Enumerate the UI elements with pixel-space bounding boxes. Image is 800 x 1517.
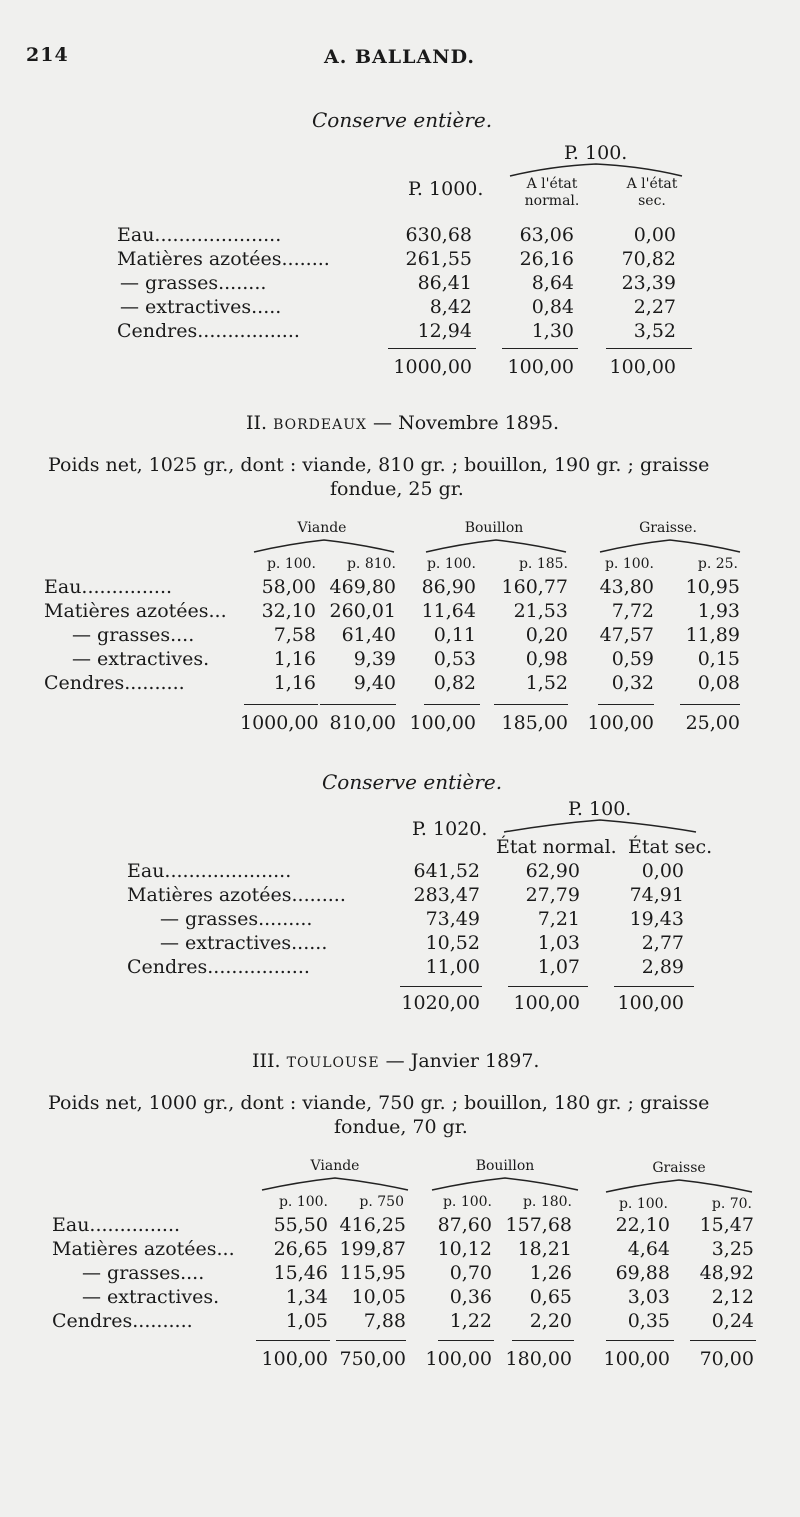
total-rule [424,704,480,705]
row-label: Matières azotées......... [127,884,346,906]
brace-icon [252,538,396,554]
total-rule [512,1340,574,1341]
table-cell: 260,01 [329,600,396,622]
total-rule [438,1340,494,1341]
block3-col-header-3: État sec. [628,836,713,858]
table-cell: 0,24 [711,1310,754,1332]
table-cell: 0,65 [529,1286,572,1308]
table-cell: 115,95 [339,1262,406,1284]
block1-col-header-1: P. 1000. [408,178,484,200]
section2-numeral: II. [246,412,268,434]
block3-title: Conserve entière. [322,770,503,794]
table-cell: 1,93 [697,600,740,622]
table-cell: 4,64 [627,1238,670,1260]
block1-cell: 8,42 [429,296,472,318]
block1-cell: 0,84 [531,296,574,318]
table-cell: 55,50 [273,1214,328,1236]
block1-cell: 1,30 [531,320,574,342]
page-number: 214 [26,44,69,66]
block1-row-label: Matières azotées........ [117,248,330,270]
section2-date: — Novembre 1895. [373,412,560,434]
block3-brace-icon [502,818,698,834]
row-label: Matières azotées... [52,1238,235,1260]
row-label: — extractives. [82,1286,220,1308]
table-cell: 69,88 [615,1262,670,1284]
row-label: Cendres................. [127,956,310,978]
table-total: 100,00 [425,1348,492,1370]
total-rule [400,986,482,987]
block1-row-label: Eau..................... [117,224,282,246]
row-label: Cendres.......... [52,1310,193,1332]
block1-cell: 26,16 [519,248,574,270]
total-rule [256,1340,330,1341]
group-label: Viande [297,520,347,536]
table-cell: 1,16 [273,672,316,694]
table-cell: 0,00 [641,860,684,882]
table-cell: 48,92 [699,1262,754,1284]
table-cell: 11,89 [685,624,740,646]
block1-cell: 12,94 [417,320,472,342]
block1-col-header-3: A l'état sec. [626,176,678,209]
block1-cell: 8,64 [531,272,574,294]
subheader: p. 100. [278,1194,328,1210]
group-label: Viande [310,1158,360,1174]
table-total: 25,00 [685,712,740,734]
table-cell: 74,91 [629,884,684,906]
brace-icon [424,538,568,554]
total-rule [680,704,740,705]
subheader: p. 100. [618,1196,668,1212]
table-cell: 3,25 [711,1238,754,1260]
table-cell: 26,65 [273,1238,328,1260]
table-total: 100,00 [409,712,476,734]
section3-date: — Janvier 1897. [385,1050,540,1072]
row-label: Eau............... [44,576,173,598]
table-cell: 2,20 [529,1310,572,1332]
table-cell: 199,87 [339,1238,406,1260]
section2-heading [246,412,559,434]
table-cell: 1,07 [537,956,580,978]
table-cell: 416,25 [339,1214,406,1236]
table-total: 810,00 [329,712,396,734]
table-cell: 9,39 [353,648,396,670]
table-total: 180,00 [505,1348,572,1370]
subheader: p. 100. [442,1194,492,1210]
section2-intro-line2: fondue, 25 gr. [330,478,464,500]
table-total: 185,00 [501,712,568,734]
table-cell: 10,52 [425,932,480,954]
section2-intro-line1: Poids net, 1025 gr., dont : viande, 810 gr. ; bouillon, 190 gr. ; graisse [48,454,710,476]
row-label: — grasses.... [82,1262,205,1284]
table-cell: 1,03 [537,932,580,954]
table-cell: 62,90 [525,860,580,882]
subheader: p. 185. [518,556,568,572]
table-cell: 47,57 [599,624,654,646]
block1-cell: 3,52 [633,320,676,342]
table-cell: 0,59 [611,648,654,670]
section3-intro-line1: Poids net, 1000 gr., dont : viande, 750 gr. ; bouillon, 180 gr. ; graisse [48,1092,710,1114]
subheader: p. 25. [697,556,738,572]
row-label: Cendres.......... [44,672,185,694]
group-label: Bouillon [464,520,524,536]
section2-city: BORDEAUX [273,417,367,433]
table-cell: 11,64 [421,600,476,622]
block3-col-header-2: État normal. [496,836,617,858]
table-cell: 87,60 [437,1214,492,1236]
total-rule [598,704,654,705]
table-cell: 43,80 [599,576,654,598]
table-cell: 157,68 [505,1214,572,1236]
table-cell: 11,00 [425,956,480,978]
section3-city: TOULOUSE [286,1055,380,1071]
table-total: 100,00 [513,992,580,1014]
table-cell: 0,70 [449,1262,492,1284]
table-cell: 0,36 [449,1286,492,1308]
table-cell: 0,11 [433,624,476,646]
table-cell: 86,90 [421,576,476,598]
subheader: p. 180. [522,1194,572,1210]
section3-numeral: III. [252,1050,281,1072]
block1-row-label: — grasses........ [120,272,267,294]
table-cell: 22,10 [615,1214,670,1236]
row-label: Eau............... [52,1214,181,1236]
total-rule [494,704,568,705]
block3-col-header-1: P. 1020. [412,818,488,840]
total-rule [502,348,578,349]
table-cell: 10,05 [351,1286,406,1308]
table-cell: 3,03 [627,1286,670,1308]
block1-cell: 261,55 [405,248,472,270]
block1-row-label: Cendres................. [117,320,300,342]
group-label: Graisse [652,1160,706,1176]
block1-total: 100,00 [609,356,676,378]
table-cell: 0,35 [627,1310,670,1332]
table-cell: 7,72 [611,600,654,622]
table-total: 100,00 [617,992,684,1014]
block1-title: Conserve entière. [312,108,493,132]
table-cell: 1,26 [529,1262,572,1284]
table-cell: 1,05 [285,1310,328,1332]
subheader: p. 100. [266,556,316,572]
total-rule [320,704,396,705]
row-label: — extractives...... [160,932,328,954]
total-rule [606,348,692,349]
group-label: Bouillon [475,1158,535,1174]
block1-total: 100,00 [507,356,574,378]
subheader: p. 100. [426,556,476,572]
block1-cell: 630,68 [405,224,472,246]
table-cell: 27,79 [525,884,580,906]
block1-cell: 70,82 [621,248,676,270]
table-cell: 58,00 [261,576,316,598]
block1-col-header-2: A l'état normal. [524,176,580,209]
table-total: 100,00 [261,1348,328,1370]
row-label: — extractives. [72,648,210,670]
total-rule [244,704,318,705]
table-cell: 7,88 [363,1310,406,1332]
total-rule [606,1340,674,1341]
table-cell: 0,15 [697,648,740,670]
section3-heading [252,1050,539,1072]
total-rule [388,348,476,349]
table-cell: 18,21 [517,1238,572,1260]
row-label: — grasses......... [160,908,313,930]
table-total: 750,00 [339,1348,406,1370]
table-cell: 0,53 [433,648,476,670]
table-total: 100,00 [603,1348,670,1370]
row-label: Eau..................... [127,860,292,882]
table-cell: 0,20 [525,624,568,646]
block3-group-label: P. 100. [568,798,632,820]
block1-row-label: — extractives..... [120,296,282,318]
table-cell: 61,40 [341,624,396,646]
table-cell: 7,58 [273,624,316,646]
total-rule [690,1340,756,1341]
brace-icon [260,1176,410,1192]
total-rule [336,1340,406,1341]
block1-cell: 63,06 [519,224,574,246]
table-cell: 32,10 [261,600,316,622]
table-cell: 73,49 [425,908,480,930]
table-cell: 641,52 [413,860,480,882]
table-cell: 2,89 [641,956,684,978]
brace-icon [430,1176,580,1192]
table-cell: 1,16 [273,648,316,670]
subheader: p. 100. [604,556,654,572]
running-title: A. BALLAND. [324,46,476,68]
block1-cell: 0,00 [633,224,676,246]
table-cell: 160,77 [501,576,568,598]
subheader: p. 750 [359,1194,404,1210]
table-cell: 1,22 [449,1310,492,1332]
subheader: p. 810. [346,556,396,572]
subheader: p. 70. [711,1196,752,1212]
table-cell: 2,77 [641,932,684,954]
table-cell: 10,95 [685,576,740,598]
table-cell: 1,52 [525,672,568,694]
table-cell: 1,34 [285,1286,328,1308]
table-cell: 19,43 [629,908,684,930]
table-cell: 0,32 [611,672,654,694]
group-label: Graisse. [639,520,697,536]
block1-cell: 86,41 [417,272,472,294]
block1-group-label: P. 100. [564,142,628,164]
brace-icon [604,1178,754,1194]
table-cell: 0,82 [433,672,476,694]
row-label: — grasses.... [72,624,195,646]
total-rule [508,986,588,987]
table-total: 1020,00 [401,992,480,1014]
table-cell: 283,47 [413,884,480,906]
table-cell: 10,12 [437,1238,492,1260]
brace-icon [598,538,742,554]
block1-cell: 23,39 [621,272,676,294]
table-cell: 0,08 [697,672,740,694]
table-cell: 9,40 [353,672,396,694]
table-total: 70,00 [699,1348,754,1370]
table-cell: 15,46 [273,1262,328,1284]
table-total: 100,00 [587,712,654,734]
row-label: Matières azotées... [44,600,227,622]
table-total: 1000,00 [240,712,319,734]
table-cell: 7,21 [537,908,580,930]
block1-cell: 2,27 [633,296,676,318]
table-cell: 2,12 [711,1286,754,1308]
table-cell: 0,98 [525,648,568,670]
table-cell: 21,53 [513,600,568,622]
total-rule [614,986,694,987]
section3-intro-line2: fondue, 70 gr. [334,1116,468,1138]
table-cell: 15,47 [699,1214,754,1236]
table-cell: 469,80 [329,576,396,598]
block1-total: 1000,00 [393,356,472,378]
